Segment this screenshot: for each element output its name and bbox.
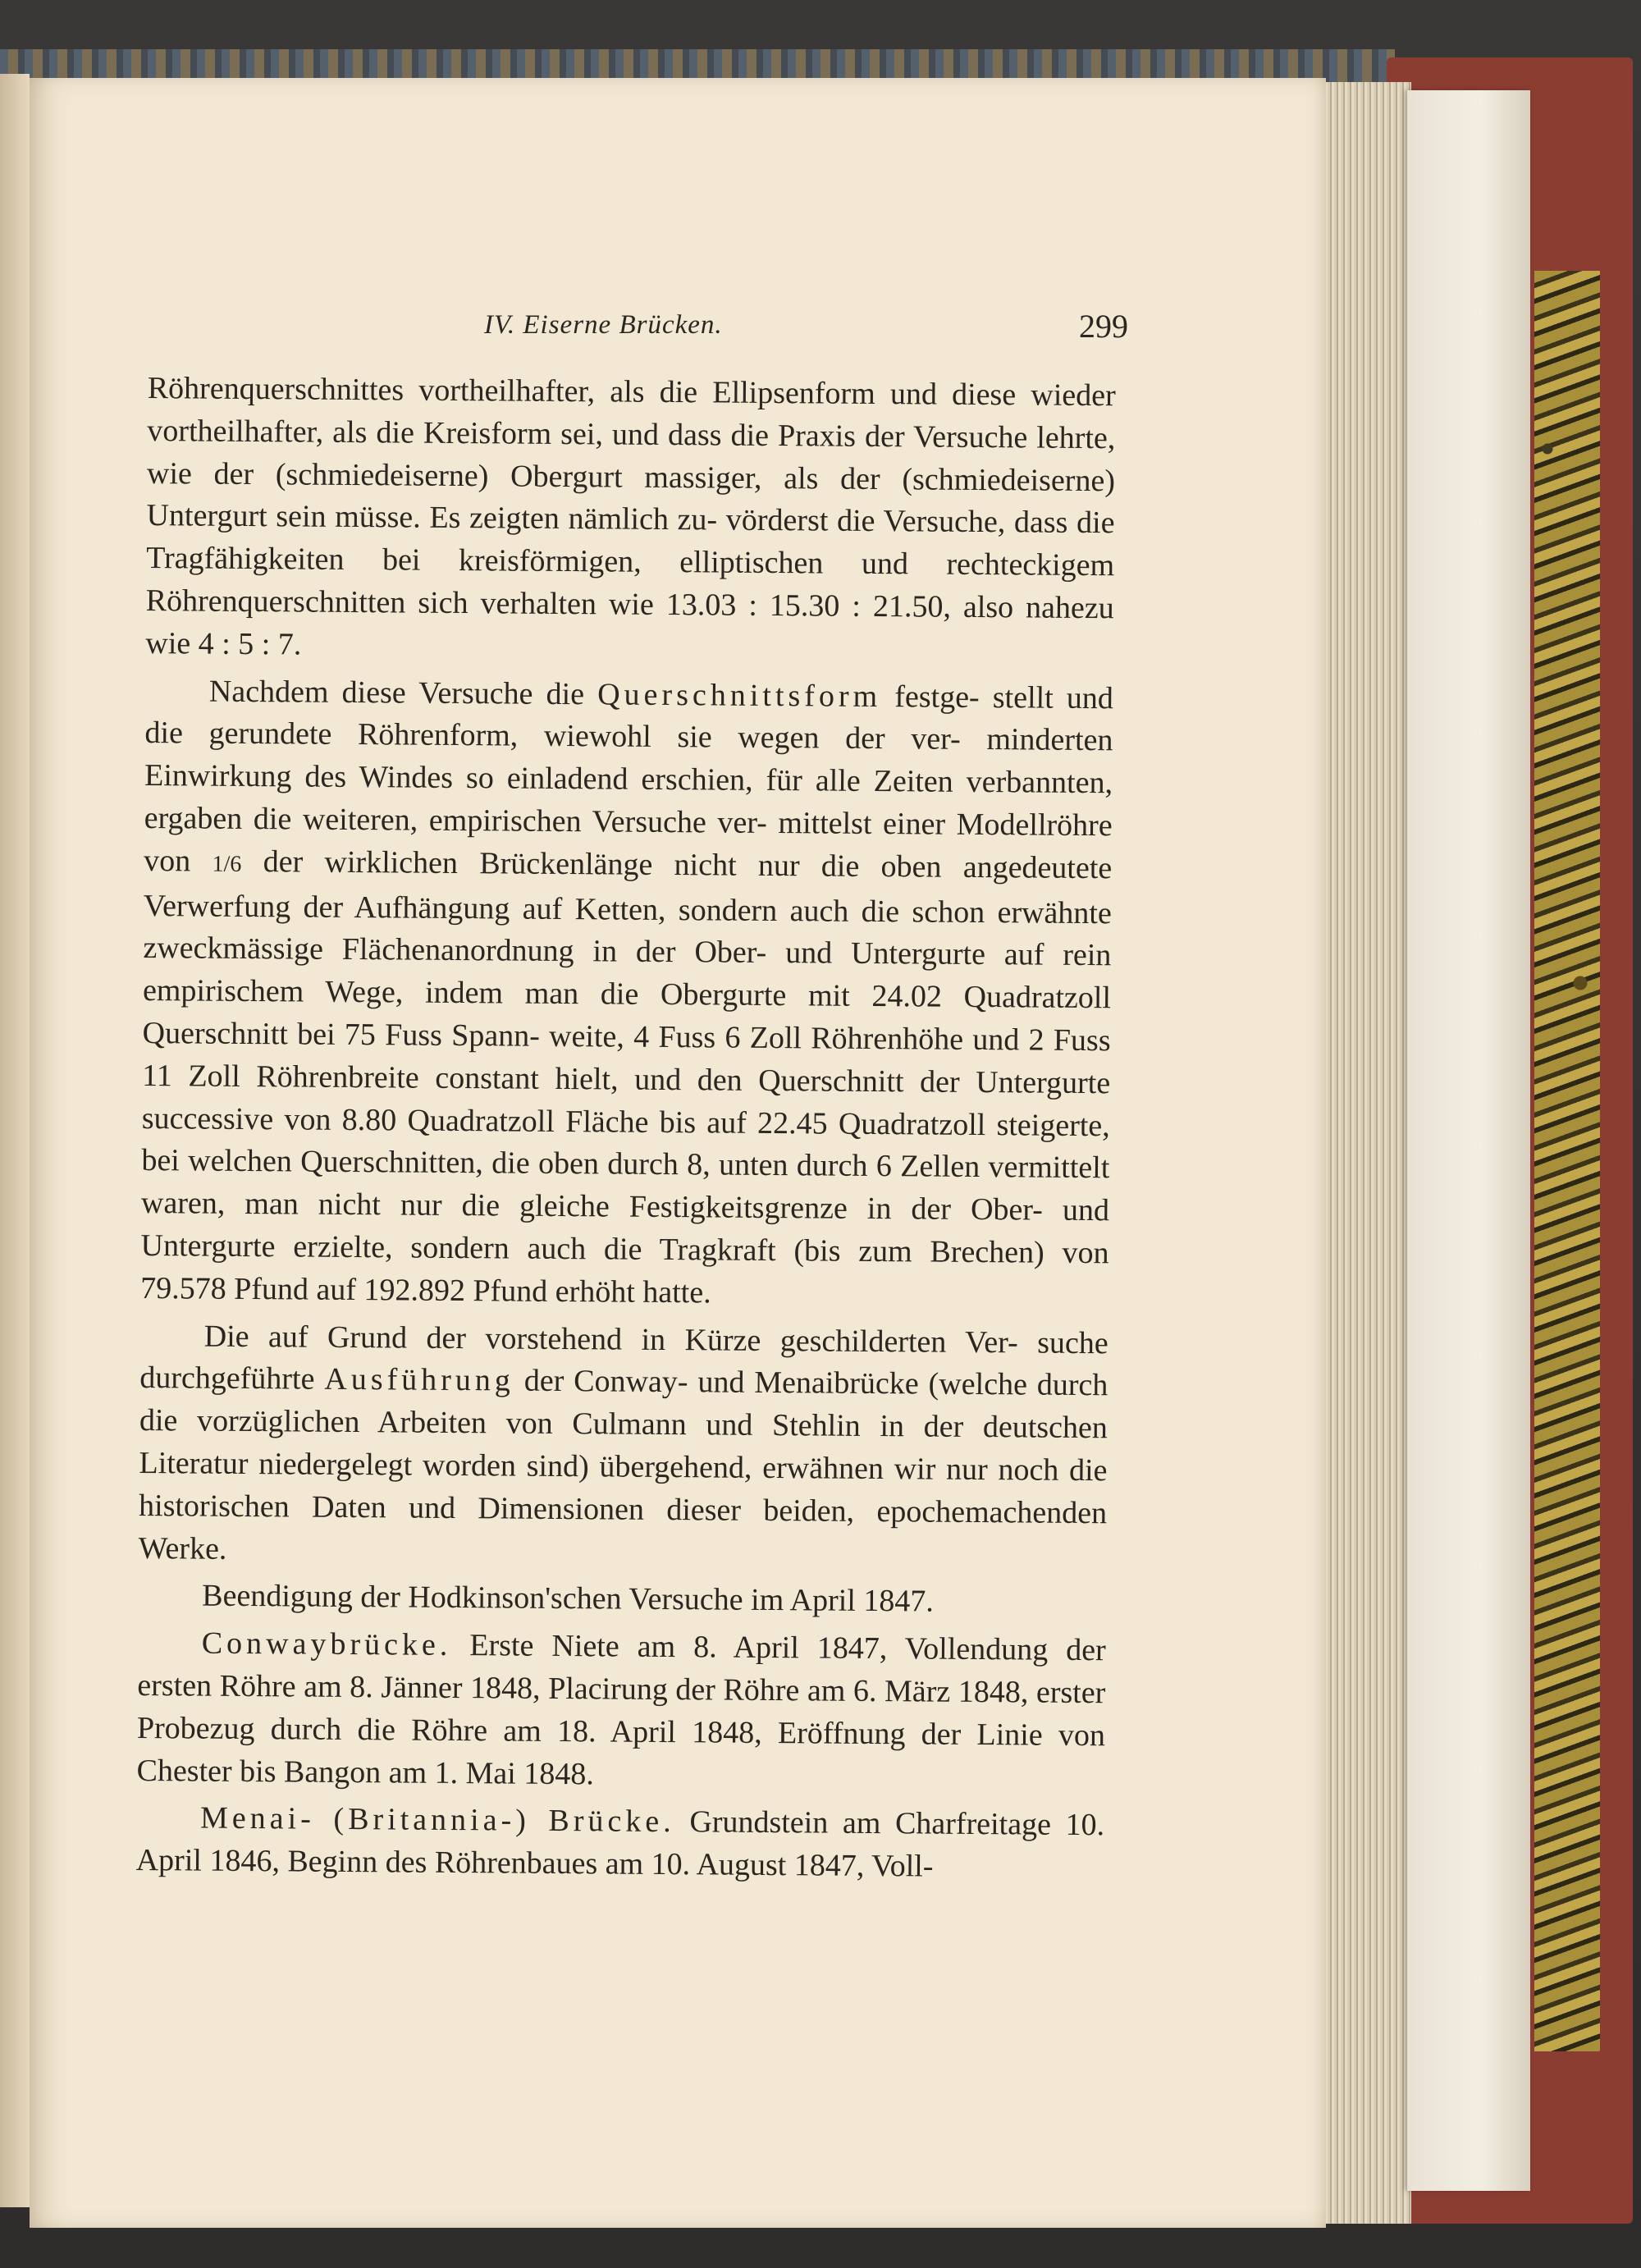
emphasized-term: Querschnittsform	[597, 676, 882, 714]
paragraph-text: Nachdem diese Versuche die	[208, 674, 585, 711]
emphasized-term: Conwaybrücke.	[201, 1626, 452, 1663]
paragraph	[145, 368, 1116, 673]
inserted-leaf	[1407, 90, 1530, 2191]
page-number: 299	[1079, 308, 1128, 345]
fraction: 1/6	[212, 851, 242, 877]
binding-top-edge	[0, 49, 1395, 82]
running-head: IV. Eiserne Brücken.	[484, 310, 723, 340]
emphasized-term: Menai- (Britannia-) Brücke.	[199, 1800, 675, 1840]
page-header	[484, 310, 1128, 351]
paragraph	[136, 1797, 1105, 1890]
paragraph	[138, 1315, 1108, 1577]
marbled-endpaper	[1534, 271, 1600, 2051]
paragraph-text: Grundstein am Charfreitage 10. April 1846, Beginn des Röhrenbaues am 10. August 1847, Voll-	[135, 1804, 1105, 1884]
paragraph	[140, 670, 1113, 1318]
paragraph-text: Röhrenquerschnittes vortheilhafter, als die Ellipsenform und diese wieder vortheilhafter, als die Kreisform sei, und dass die Praxis der Versuche lehrte, wie der (schmiedeiserne) Obergurt massiger, als der (schmiedeiserne) Untergurt sein müsse. Es zeigten nämlich zu- vörderst die Versuche, dass die Tragfähigkeiten bei kreisförmigen, elliptischen und rechteckigem Röhrenquerschnitten sich verhalten wie 13.03 : 15.30 : 21.50, also nahezu wie 4 : 5 : 7.	[145, 370, 1116, 662]
emphasized-term: Ausführung	[324, 1362, 515, 1398]
paragraph-text: der Conway- und Menaibrücke (welche durch die vorzüglichen Arbeiten von Culmann und Stehlin in der deutschen Literatur niedergelegt worden sind) übergehend, erwähnen wir nur noch die historischen Daten und Dimensionen dieser beiden, epochemachenden Werke.	[138, 1363, 1108, 1566]
paragraph-text: Die auf Grund der vorstehend in Kürze geschilderten Ver- suche durchgeführte	[139, 1319, 1108, 1397]
paragraph-text: Beendigung der Hodkinson'schen Versuche im April 1847.	[202, 1578, 935, 1619]
paragraph	[138, 1575, 1106, 1625]
paragraph-text: Erste Niete am 8. April 1847, Vollendung der ersten Röhre am 8. Jänner 1848, Placirung der Röhre am 6. März 1848, erster Probezug durch die Röhre am 18. April 1848, Eröffnung der Linie von Chester bis Bangon am 1. Mai 1848.	[136, 1628, 1106, 1791]
paragraph-text: festge- stellt und die gerundete Röhrenform, wiewohl sie wegen der ver- minderten Einwirkung des Windes so einladend erschien, für alle Zeiten verbannten, ergaben die weiteren, empirischen Versuche ver- mittelst einer Modellröhre von	[144, 679, 1114, 879]
paragraph-text: der wirklichen Brückenlänge nicht nur die oben angedeutete Verwerfung der Aufhängung auf Ketten, sondern auch die schon erwähnte zweckmässige Flächenanordnung in der Ober- und Untergurte auf rein empirischem Wege, indem man die Obergurte mit 24.02 Quadratzoll Querschnitt bei 75 Fuss Spann- weite, 4 Fuss 6 Zoll Röhrenhöhe und 2 Fuss 11 Zoll Röhrenbreite constant hielt, und den Querschnitt der Untergurte successive von 8.80 Quadratzoll Fläche bis auf 22.45 Quadratzoll steigerte, bei welchen Querschnitten, die oben durch 8, unten durch 6 Zellen vermittelt waren, man nicht nur die gleiche Festigkeitsgrenze in der Ober- und Untergurte erzielte, sondern auch die Tragkraft (bis zum Brechen) von 79.578 Pfund auf 192.892 Pfund erhöht hatte.	[140, 844, 1113, 1310]
body-text	[135, 368, 1116, 1895]
paragraph	[136, 1622, 1106, 1799]
left-facing-page	[0, 74, 30, 2207]
page-stack-edges	[1321, 82, 1411, 2224]
